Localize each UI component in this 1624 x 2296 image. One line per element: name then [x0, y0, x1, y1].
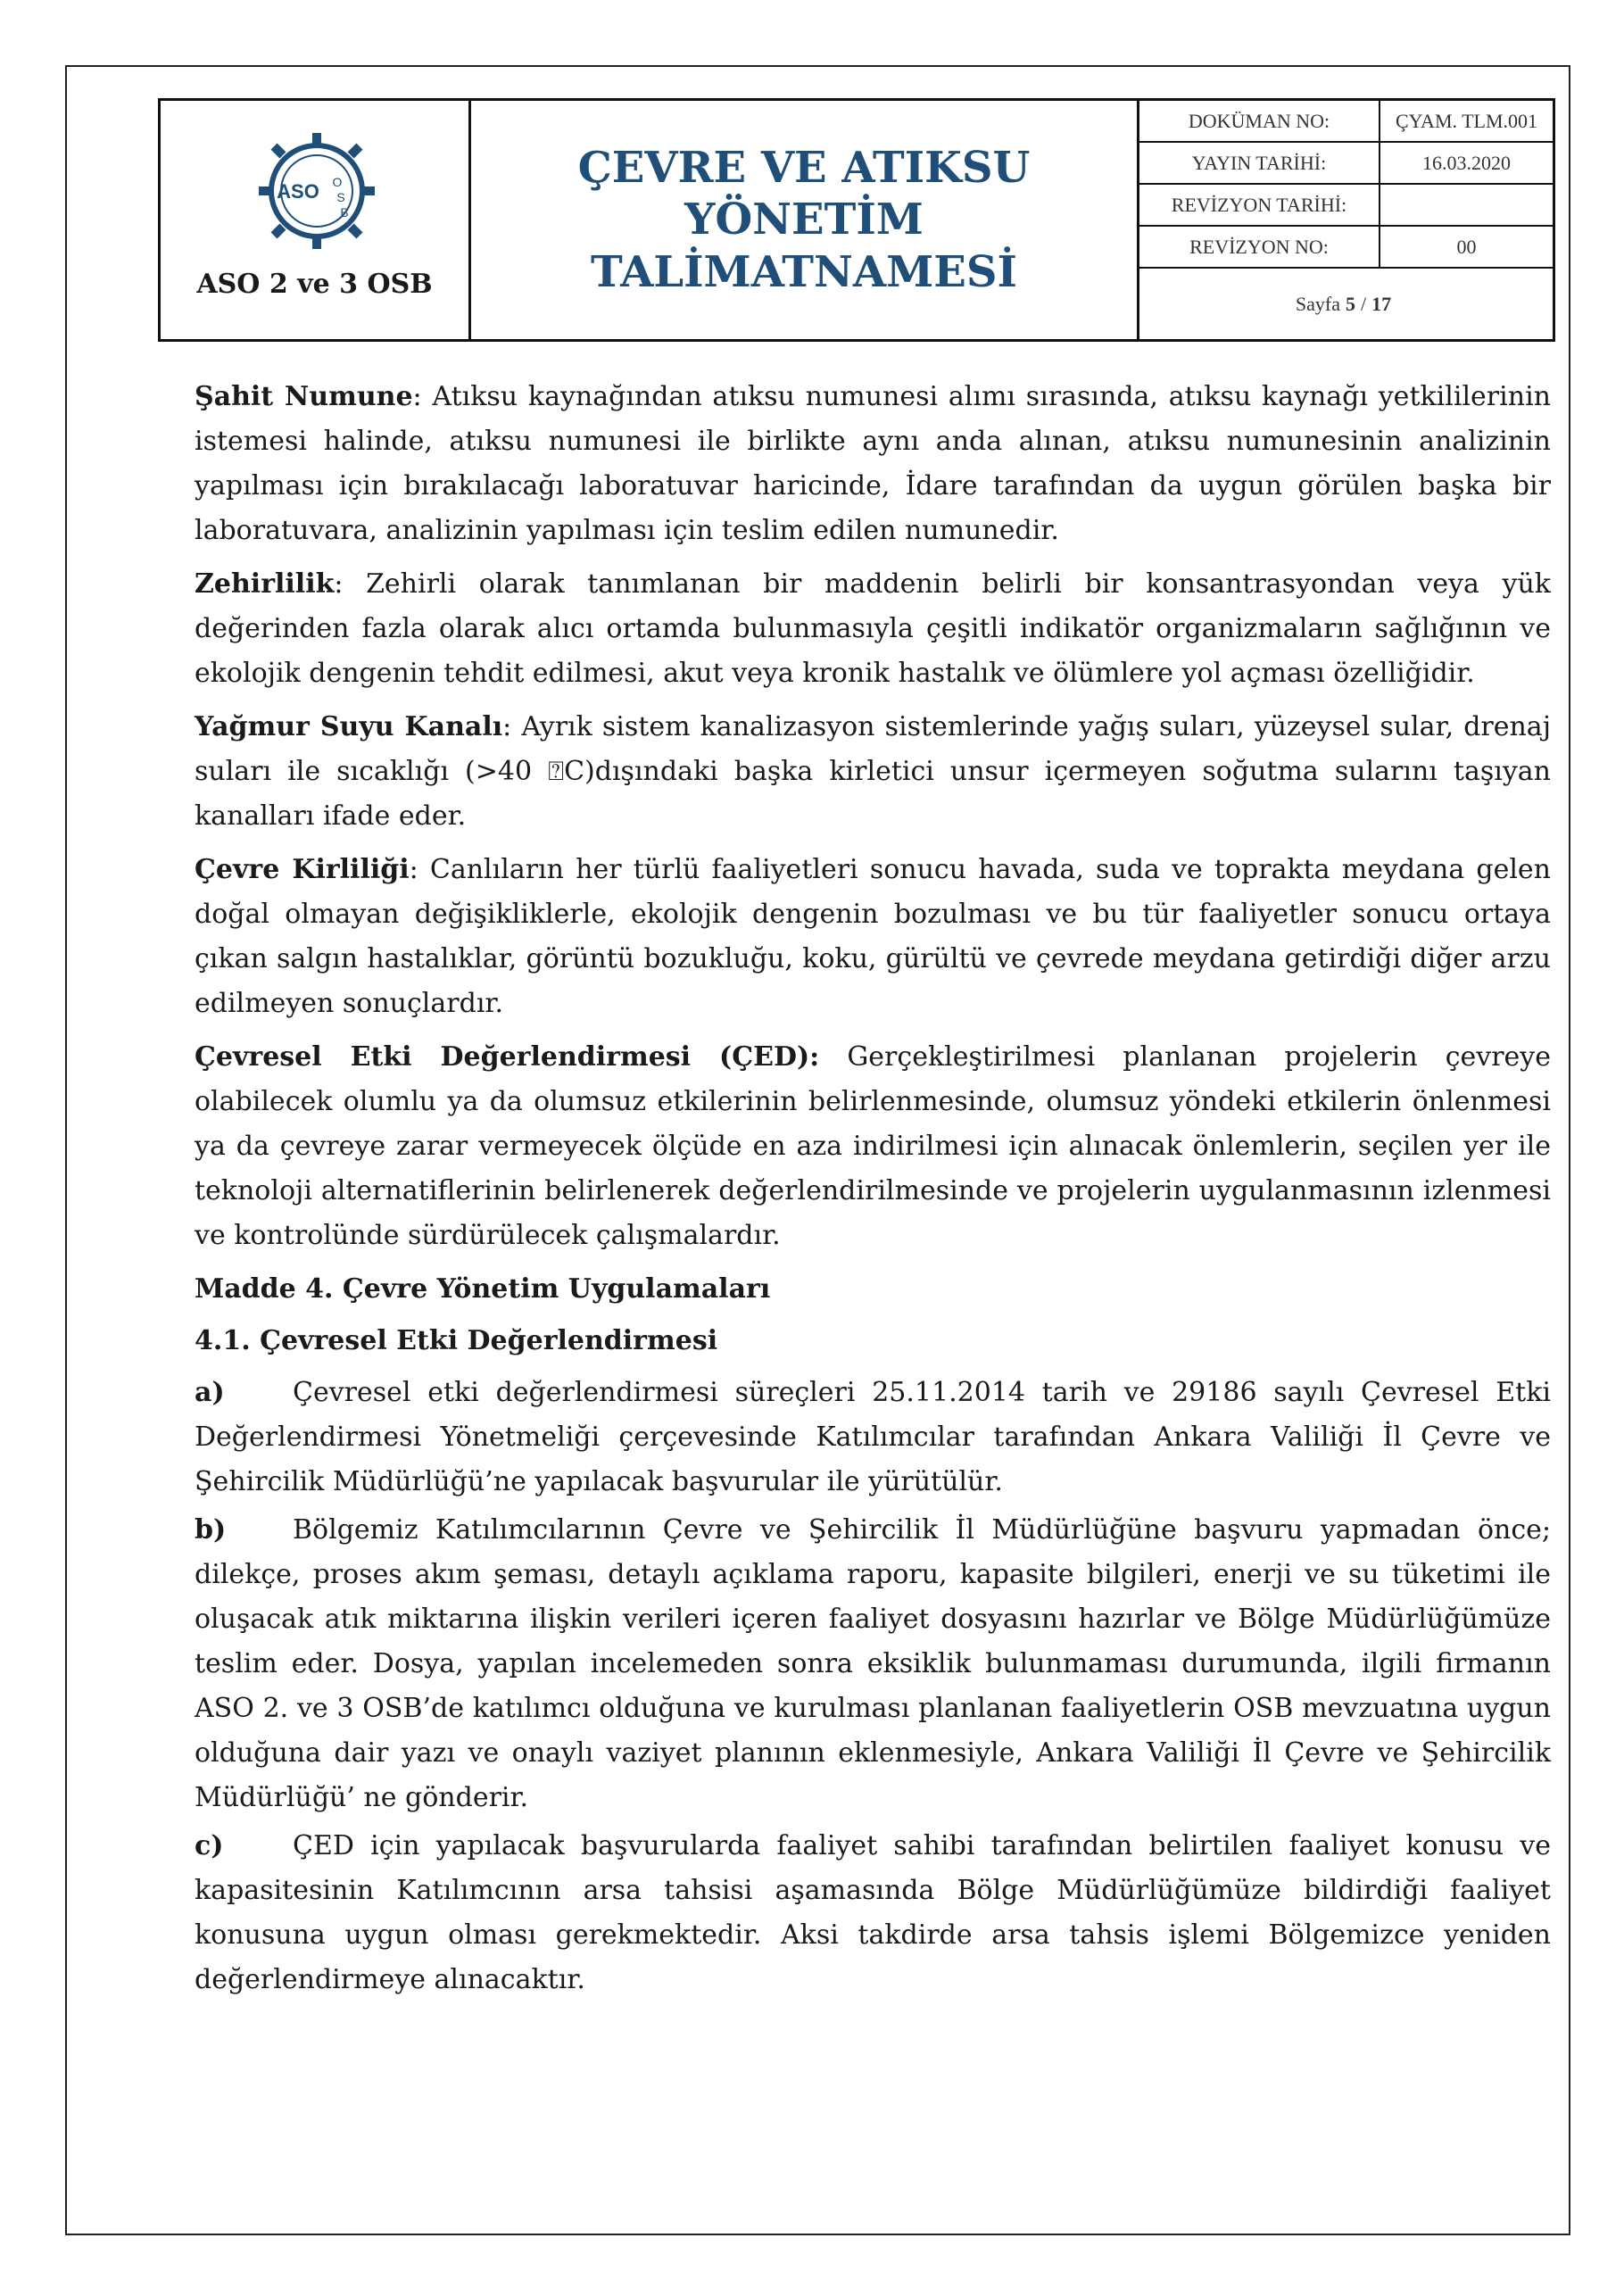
definition-paragraph	[195, 705, 1551, 839]
svg-text:ASO: ASO	[277, 180, 319, 203]
meta-row-document-no	[1139, 101, 1553, 143]
page-separator: /	[1360, 292, 1367, 315]
document-title	[471, 101, 1139, 339]
list-item-text: Çevresel etki değerlendirmesi süreçleri 25.11.2014 tarih ve 29186 sayılı Çevresel Etki Değerlendirmesi Yönetmeliği çerçevesinde Katılımcılar tarafından Ankara Valiliği İl Çevre ve Şehircilik Müdürlüğü’ne yapılacak başvurular ile yürütülür.	[195, 1377, 1551, 1497]
meta-value	[1380, 185, 1553, 225]
aso-osb-logo-icon	[259, 133, 375, 249]
definition-term: Çevresel Etki Değerlendirmesi (ÇED):	[195, 1041, 820, 1073]
header-logo-cell	[161, 101, 471, 339]
list-item-label: a)	[195, 1377, 225, 1408]
definition-paragraph	[195, 375, 1551, 553]
definition-paragraph	[195, 848, 1551, 1026]
section-title: Madde 4. Çevre Yönetim Uygulamaları	[195, 1273, 771, 1305]
meta-value: ÇYAM. TLM.001	[1395, 109, 1538, 132]
meta-key: YAYIN TARİHİ:	[1139, 143, 1380, 183]
meta-row-revision-no	[1139, 227, 1553, 269]
meta-value: 16.03.2020	[1422, 151, 1511, 174]
svg-text:O: O	[332, 175, 343, 189]
list-item-label: b)	[195, 1514, 227, 1546]
meta-value: 00	[1456, 235, 1477, 258]
title-line-1: ÇEVRE VE ATIKSU YÖNETİM	[577, 142, 1031, 245]
page-total: 17	[1371, 292, 1392, 315]
definition-text: Gerçekleştirilmesi planlanan projelerin çevreye olabilecek olumlu ya da olumsuz etkilerinin belirlenmesinde, olumsuz yöndeki etkilerin önlenmesi ya da çevreye zarar vermeyecek ölçüde en aza indirilmesi için alınacak önlemlerin, seçilen yer ile teknoloji alternatiflerinin belirlenerek değerlendirilmesinde ve projelerin uygulanmasının izlenmesi ve kontrolünde sürdürülecek çalışmalardır.	[195, 1041, 1552, 1251]
definition-text: : Zehirli olarak tanımlanan bir maddenin belirli bir konsantrasyondan veya yük değerinden fazla olarak alıcı ortamda bulunmasıyla çeşitli indikatör organizmaların sağlığının ve ekolojik dengenin tehdit edilmesi, akut veya kronik hastalık ve ölümlere yol açması özelliğidir.	[195, 568, 1551, 689]
meta-row-publish-date	[1139, 143, 1553, 185]
list-item	[195, 1371, 1551, 1504]
list-item-text: ÇED için yapılacak başvurularda faaliyet sahibi tarafından belirtilen faaliyet konusu ve kapasitesinin Katılımcının arsa tahsisi aşamasında Bölge Müdürlüğümüze bildirdiği faaliyet konusuna uygun olması gerekmektedir. Aksi takdirde arsa tahsis işlemi Bölgemizce yeniden değerlendirmeye alınacaktır.	[195, 1830, 1551, 1995]
page-label: Sayfa	[1295, 292, 1340, 315]
definition-term: Çevre Kirliliği	[195, 854, 410, 885]
meta-key: DOKÜMAN NO:	[1139, 101, 1380, 141]
list-item	[195, 1824, 1551, 2002]
definition-term: Zehirlilik	[195, 568, 335, 600]
svg-text:B: B	[340, 205, 349, 220]
document-header	[158, 98, 1555, 342]
list-item-label: c)	[195, 1830, 224, 1861]
svg-text:S: S	[336, 190, 345, 204]
definition-term: Yağmur Suyu Kanalı	[195, 711, 503, 742]
list-item-text: Bölgemiz Katılımcılarının Çevre ve Şehircilik İl Müdürlüğüne başvuru yapmadan önce; dilekçe, proses akım şeması, detaylı açıklama raporu, kapasite bilgileri, enerji ve su tüketimi ile oluşacak atık miktarına ilişkin verileri içeren faaliyet dosyasını hazırlar ve Bölge Müdürlüğümüze teslim eder. Dosya, yapılan incelemeden sonra eksiklik bulunmaması durumunda, ilgili firmanın ASO 2. ve 3 OSB’de katılımcı olduğuna ve kurulması planlanan faaliyetlerin OSB mevzuatına uygun olduğuna dair yazı ve onaylı vaziyet planının eklenmesiyle, Ankara Valiliği İl Çevre ve Şehircilik Müdürlüğü’ ne gönderir.	[195, 1514, 1551, 1813]
page-current: 5	[1345, 292, 1355, 315]
organization-label: ASO 2 ve 3 OSB	[196, 269, 433, 300]
definition-paragraph	[195, 1035, 1551, 1258]
page-number	[1139, 269, 1553, 339]
definition-paragraph	[195, 562, 1551, 696]
document-meta	[1139, 101, 1553, 339]
meta-key: REVİZYON TARİHİ:	[1139, 185, 1380, 225]
document-body	[195, 375, 1551, 2006]
title-line-2: TALİMATNAMESİ	[591, 246, 1017, 297]
meta-row-revision-date	[1139, 185, 1553, 227]
definition-text: : Ayrık sistem kanalizasyon sistemlerinde yağış suları, yüzeysel sular, drenaj suları ile sıcaklığı (>40 ⍰C)dışındaki başka kirletici unsur içermeyen soğutma sularını taşıyan kanalları ifade eder.	[195, 711, 1551, 832]
definition-text: : Canlıların her türlü faaliyetleri sonucu havada, suda ve toprakta meydana gelen doğal olmayan değişikliklerle, ekolojik dengenin bozulması ve bu tür faaliyetler sonucu ortaya çıkan salgın hastalıklar, görüntü bozukluğu, koku, gürültü ve çevrede meydana getirdiği diğer arzu edilmeyen sonuçlardır.	[195, 854, 1552, 1019]
definition-text: : Atıksu kaynağından atıksu numunesi alımı sırasında, atıksu kaynağı yetkililerinin istemesi halinde, atıksu numunesi ile birlikte aynı anda alınan, atıksu numunesinin analizinin yapılması için bırakılacağı laboratuvar haricinde, İdare tarafından da uygun görülen başka bir laboratuvara, analizinin yapılması için teslim edilen numunedir.	[195, 381, 1551, 546]
list-item	[195, 1508, 1551, 1820]
subsection-title: 4.1. Çevresel Etki Değerlendirmesi	[195, 1325, 718, 1356]
definition-term: Şahit Numune	[195, 381, 413, 412]
meta-key: REVİZYON NO:	[1139, 227, 1380, 267]
